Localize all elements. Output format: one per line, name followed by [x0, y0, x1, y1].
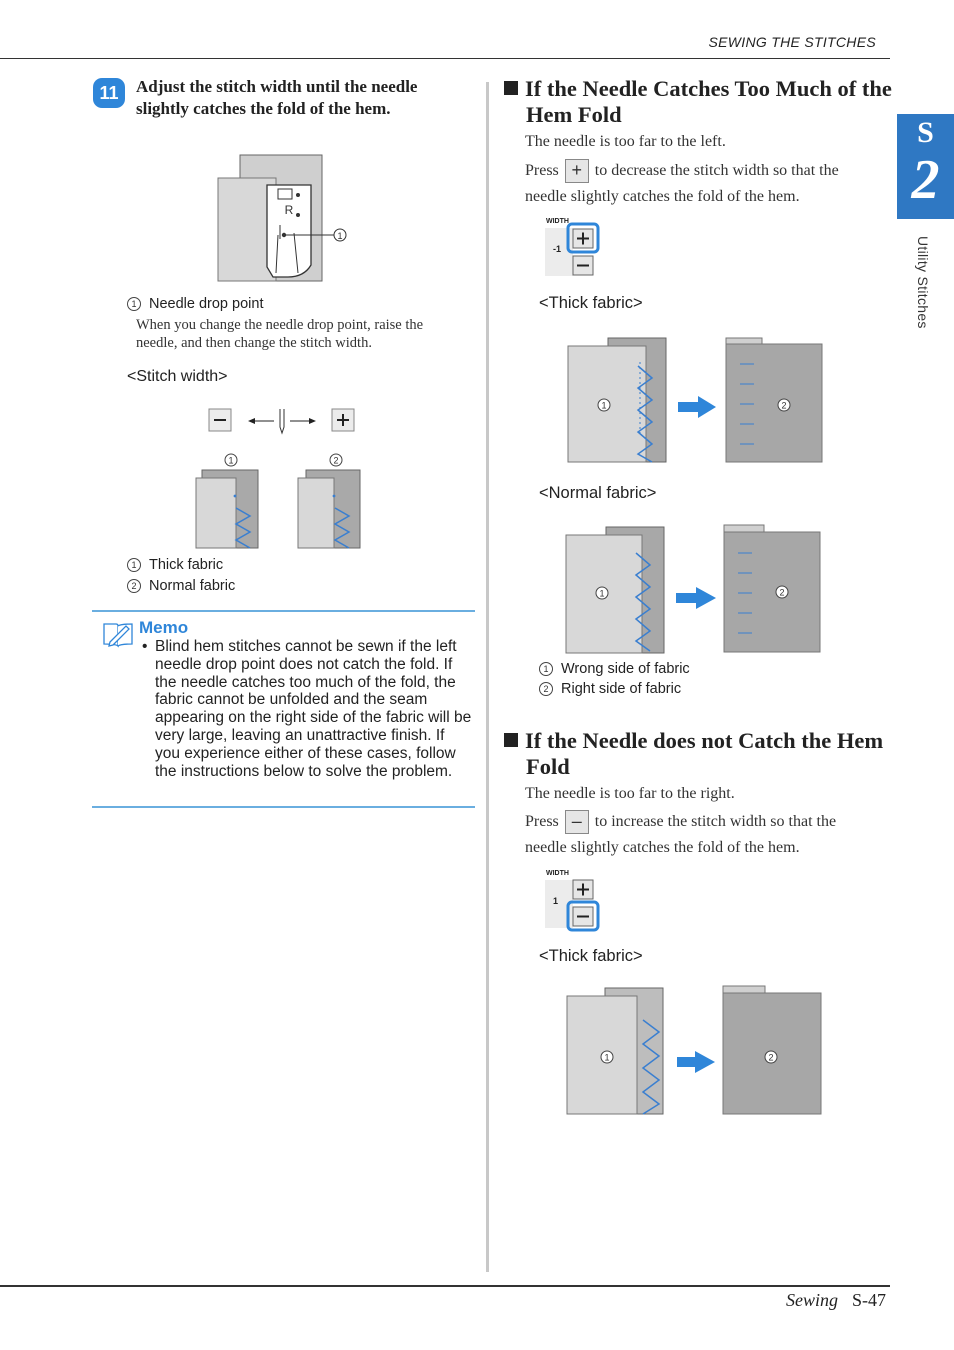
caption-normal-fabric	[127, 578, 235, 594]
press-word: Press	[525, 813, 559, 830]
caption-label: Needle drop point	[149, 296, 264, 312]
section2-line1: The needle is too far to the right.	[525, 785, 735, 802]
panel-value: -1	[553, 244, 562, 254]
section-heading-text: If the Needle Catches Too Much of the Hem Fold	[525, 76, 892, 127]
diagram-num-2: 2	[768, 1052, 774, 1063]
caption-label: Wrong side of fabric	[561, 661, 690, 677]
thick-fabric-label-1: <Thick fabric>	[539, 294, 643, 312]
diagram-num-2: 2	[781, 400, 787, 411]
width-panel-decrease	[544, 214, 614, 280]
arrow-right-icon	[676, 587, 716, 609]
stitch-width-label: <Stitch width>	[127, 368, 228, 385]
caption-label: Thick fabric	[149, 557, 224, 573]
caption-number: 2	[539, 682, 553, 696]
page-number: S-47	[851, 1290, 886, 1310]
panel-value: 1	[553, 896, 559, 906]
memo-rule-top	[92, 610, 475, 612]
section1-line2-rest: to decrease the stitch width so that the	[594, 162, 839, 179]
caption-right-side	[539, 681, 681, 697]
caption-number: 1	[127, 558, 141, 572]
page-footer	[786, 1290, 886, 1311]
normal-fabric-swatch	[298, 470, 360, 548]
memo-title: Memo	[139, 618, 189, 637]
minus-key-icon: –	[565, 810, 589, 834]
section1-line2	[525, 158, 839, 184]
swatch-num-1: 1	[228, 455, 234, 466]
memo-bullet: •	[142, 638, 148, 655]
caption-wrong-side	[539, 661, 690, 677]
memo-pencil-icon	[102, 620, 134, 650]
diagram-num-2: 2	[779, 587, 785, 598]
caption-number: 1	[127, 297, 141, 311]
section1-line3: needle slightly catches the fold of the hem.	[525, 188, 800, 205]
footer-chapter: Sewing	[785, 1290, 838, 1310]
section-heading-too-much	[502, 76, 906, 128]
chapter-tab-number: 2	[911, 149, 940, 211]
thick-fabric-swatch	[196, 470, 258, 548]
caption-label: Right side of fabric	[561, 681, 682, 697]
memo-rule-bottom	[92, 806, 475, 808]
thick-fabric-diagram-1	[566, 336, 824, 464]
caption-needle-drop	[127, 296, 263, 312]
chapter-tab	[897, 114, 954, 219]
press-word: Press	[525, 162, 559, 179]
normal-fabric-diagram	[564, 525, 824, 655]
footer-rule	[0, 1285, 890, 1287]
heading-square-icon	[504, 81, 518, 95]
thick-fabric-diagram-2	[565, 986, 825, 1116]
section1-line1: The needle is too far to the left.	[525, 133, 726, 150]
caption-number: 2	[127, 579, 141, 593]
section-heading-text: If the Needle does not Catch the Hem Fold	[525, 728, 884, 779]
swatch-num-2: 2	[333, 455, 339, 466]
thick-fabric-label-2: <Thick fabric>	[539, 947, 643, 965]
caption-number: 1	[539, 662, 553, 676]
diagram-num-1: 1	[601, 400, 607, 411]
section-heading-not-catch	[502, 728, 906, 780]
width-panel-increase	[544, 866, 614, 936]
presser-foot-illustration	[218, 155, 358, 283]
panel-label: WIDTH	[546, 218, 569, 225]
header-rule	[0, 58, 890, 59]
section2-line2-rest: to increase the stitch width so that the	[594, 813, 837, 830]
column-divider	[486, 82, 489, 1272]
caption-label: Normal fabric	[149, 578, 236, 594]
running-header: SEWING THE STITCHES	[708, 34, 876, 50]
heading-square-icon	[504, 733, 518, 747]
arrow-right-icon	[677, 1051, 715, 1073]
minus-key-icon	[209, 409, 231, 431]
diagram-num-1: 1	[604, 1052, 610, 1063]
stitch-width-diagram	[208, 405, 358, 435]
plus-key-icon	[332, 409, 354, 431]
chapter-tab-letter: S	[917, 116, 934, 149]
section2-line3: needle slightly catches the fold of the hem.	[525, 839, 800, 856]
fabric-swatches	[194, 452, 364, 552]
chapter-tab-label: Utility Stitches	[915, 236, 931, 329]
arrow-right-icon	[678, 396, 716, 418]
foot-letter: R	[284, 203, 294, 217]
step-instruction: Adjust the stitch width until the needle slightly catches the fold of the hem.	[136, 77, 418, 118]
normal-fabric-label: <Normal fabric>	[539, 484, 657, 502]
memo-text: Blind hem stitches cannot be sewn if the left needle drop point does not catch the fold. If the needle catches too much of the fold, the fabric cannot be unfolded and the seam appearing on the right side of the fabric will be very large, leaving an unattractive finish. If you experience either of these cases, follow the instructions below to solve the problem.	[155, 638, 472, 780]
callout-number: 1	[337, 231, 343, 241]
needle-drop-note: When you change the needle drop point, raise the needle, and then change the stitch width.	[136, 317, 424, 351]
panel-label: WIDTH	[546, 870, 569, 877]
diagram-num-1: 1	[599, 588, 605, 599]
section2-line2	[525, 809, 836, 835]
caption-thick-fabric	[127, 557, 223, 573]
step-number-badge: 11	[93, 78, 125, 108]
plus-key-icon: +	[565, 159, 589, 183]
